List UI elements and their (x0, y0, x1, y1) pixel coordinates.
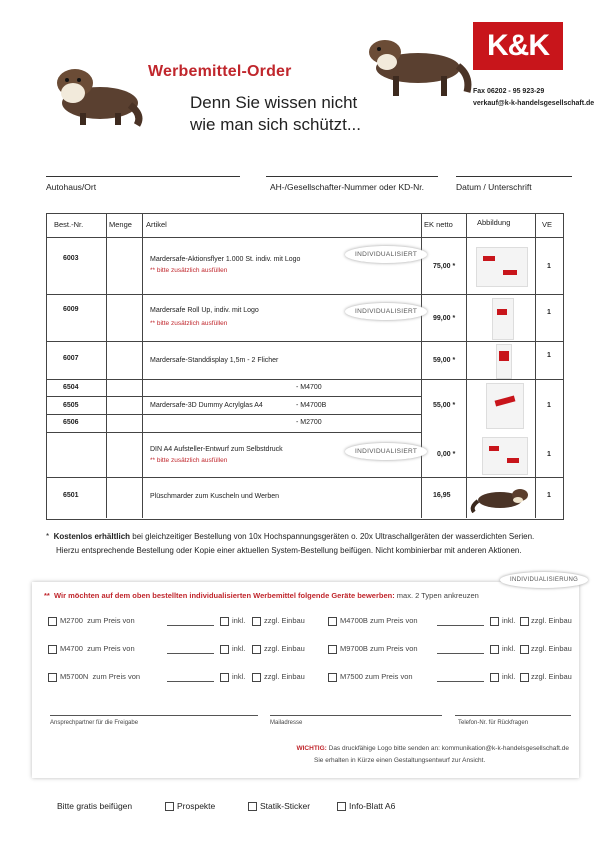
row2-article: Mardersafe Roll Up, indiv. mit Logo (150, 307, 259, 314)
device-m2700-checkbox[interactable] (48, 617, 57, 626)
row1-individualisiert-badge: INDIVIDUALISIERT (345, 246, 427, 263)
wichtig-text: Das druckfähige Logo bitte senden an: kommunikation@k-k-handelsgesellschaft.de (326, 745, 569, 752)
row4-price: 55,00 * (433, 402, 456, 409)
row-divider (46, 379, 564, 380)
header-menge: Menge (109, 220, 132, 229)
footnote-rest: bei gleichzeitiger Bestellung von 10x Hochspannungsgeräten o. 20x Ultraschallgeräten der wasserdichten Serien. (130, 532, 535, 541)
device-m7500-price-line[interactable] (437, 681, 484, 682)
row-divider (46, 294, 564, 295)
device-m9700b-price-line[interactable] (437, 653, 484, 654)
zzgl-label: zzgl. Einbau (531, 616, 572, 625)
price-label: zum Preis von (87, 644, 135, 653)
footnote-asterisk: * (46, 532, 54, 541)
contact-email: verkauf@k-k-handelsgesellschaft.de (473, 100, 595, 107)
device-m5700n-name: M5700N (60, 672, 89, 681)
box-intro (44, 591, 564, 600)
device-m4700b-zzgl-checkbox[interactable] (520, 617, 529, 626)
plush-marten-image (470, 483, 534, 513)
kk-logo: K&K (473, 22, 563, 70)
device-m7500-checkbox[interactable] (328, 673, 337, 682)
wichtig-line-2: Sie erhalten in Kürze einen Gestaltungsentwurf zur Ansicht. (314, 757, 486, 764)
row4-model-3: - M2700 (296, 419, 322, 426)
zzgl-label: zzgl. Einbau (531, 644, 572, 653)
date-signature-label: Datum / Unterschrift (456, 182, 532, 192)
row4-bestnr-3: 6506 (63, 419, 79, 426)
header-abbildung: Abbildung (477, 218, 511, 227)
marten-illustration-left (45, 55, 145, 130)
row2-image (492, 298, 514, 340)
device-m5700n-price-line[interactable] (167, 681, 214, 682)
date-signature-line[interactable] (456, 176, 572, 177)
row3-image (496, 344, 512, 379)
row-divider (46, 432, 422, 433)
price-label: zum Preis von (370, 644, 418, 653)
device-m7500-inkl-checkbox[interactable] (490, 673, 499, 682)
header-bestnr: Best.-Nr. (54, 220, 84, 229)
device-m5700n-inkl-checkbox[interactable] (220, 673, 229, 682)
row2-price: 99,00 * (433, 315, 456, 322)
inkl-label: inkl. (502, 616, 516, 625)
row4-model-1: - M4700 (296, 384, 322, 391)
row6-ve: 1 (547, 492, 551, 499)
autohaus-line[interactable] (46, 176, 240, 177)
row5-individualisiert-badge: INDIVIDUALISIERT (345, 443, 427, 460)
row4-ve: 1 (547, 402, 551, 409)
row1-price: 75,00 * (433, 263, 456, 270)
device-m2700-label (60, 616, 135, 625)
header-artikel: Artikel (146, 220, 167, 229)
ansprechpartner-label: Ansprechpartner für die Freigabe (50, 720, 139, 726)
prospekte-checkbox[interactable] (165, 802, 174, 811)
row3-ve: 1 (547, 352, 551, 359)
row1-image (476, 247, 528, 287)
row6-price: 16,95 (433, 492, 451, 499)
device-m4700b-name: M4700B (340, 616, 368, 625)
row6-bestnr: 6501 (63, 492, 79, 499)
col-divider (142, 213, 143, 518)
device-m4700b-label (340, 616, 418, 625)
statik-sticker-label: Statik-Sticker (260, 801, 311, 811)
telefon-line[interactable] (455, 715, 571, 716)
header-row-divider (46, 237, 564, 238)
inkl-label: inkl. (502, 644, 516, 653)
ah-number-line[interactable] (266, 176, 438, 177)
device-m9700b-name: M9700B (340, 644, 368, 653)
page-title: Werbemittel-Order (148, 63, 292, 80)
device-m5700n-zzgl-checkbox[interactable] (252, 673, 261, 682)
mailadresse-line[interactable] (270, 715, 442, 716)
wichtig-label: WICHTIG: (296, 745, 327, 752)
price-label: zum Preis von (87, 616, 135, 625)
ah-number-label: AH-/Gesellschafter-Nummer oder KD-Nr. (270, 182, 424, 192)
price-label: zum Preis von (370, 616, 418, 625)
header-ve: VE (542, 220, 553, 229)
footnote-line-2: Hierzu entsprechende Bestellung oder Kopie einer aktuellen System-Bestellung beifügen. Nicht kombinierbar mit anderen Aktionen. (56, 546, 522, 555)
row5-note: ** bitte zusätzlich ausfüllen (150, 457, 228, 464)
marten-illustration-right (363, 26, 473, 106)
price-label: zum Preis von (365, 672, 413, 681)
row4-bestnr-2: 6505 (63, 402, 79, 409)
telefon-label: Telefon-Nr. für Rückfragen (458, 720, 529, 726)
device-m9700b-label (340, 644, 418, 653)
info-blatt-checkbox[interactable] (337, 802, 346, 811)
device-m4700-inkl-checkbox[interactable] (220, 645, 229, 654)
row3-bestnr: 6007 (63, 355, 79, 362)
sub-row-divider (46, 396, 421, 397)
device-m4700-zzgl-checkbox[interactable] (252, 645, 261, 654)
device-m4700-name: M4700 (60, 644, 83, 653)
device-m5700n-label (60, 672, 140, 681)
gratis-label: Bitte gratis beifügen (57, 801, 133, 811)
row-divider (46, 477, 564, 478)
wichtig-line-1 (296, 745, 569, 752)
individualisierung-badge: INDIVIDUALISIERUNG (500, 572, 588, 588)
row2-note: ** bitte zusätzlich ausfüllen (150, 320, 228, 327)
col-divider (106, 213, 107, 518)
row1-article: Mardersafe-Aktionsflyer 1.000 St. indiv. mit Logo (150, 256, 301, 263)
info-blatt-label: Info-Blatt A6 (349, 801, 396, 811)
header-ek-netto: EK netto (424, 220, 453, 229)
row4-bestnr-1: 6504 (63, 384, 79, 391)
row4-image (486, 383, 524, 429)
device-m9700b-inkl-checkbox[interactable] (490, 645, 499, 654)
box-intro-asterisks: ** (44, 591, 55, 600)
footnote-line-1 (46, 532, 566, 541)
row5-price: 0,00 * (437, 451, 456, 458)
row5-image (482, 437, 528, 475)
device-m2700-price-line[interactable] (167, 625, 214, 626)
box-intro-bold: Wir möchten auf dem oben bestellten individualisierten Werbemittel folgende Geräte bewerben: (54, 591, 395, 600)
sub-row-divider (46, 414, 421, 415)
row3-price: 59,00 * (433, 357, 456, 364)
row-divider (46, 341, 564, 342)
inkl-label: inkl. (502, 672, 516, 681)
slogan-line-2: wie man sich schützt... (190, 115, 362, 134)
device-m4700b-price-line[interactable] (437, 625, 484, 626)
footnote-bold: Kostenlos erhältlich (53, 532, 131, 541)
device-m2700-inkl-checkbox[interactable] (220, 617, 229, 626)
autohaus-label: Autohaus/Ort (46, 182, 97, 192)
device-m5700n-checkbox[interactable] (48, 673, 57, 682)
col-divider (535, 213, 536, 518)
statik-sticker-checkbox[interactable] (248, 802, 257, 811)
row2-bestnr: 6009 (63, 306, 79, 313)
row3-article: Mardersafe-Standdisplay 1,5m - 2 Flicher (150, 357, 279, 364)
mailadresse-label: Mailadresse (270, 720, 303, 726)
device-m4700-price-line[interactable] (167, 653, 214, 654)
price-label: zum Preis von (92, 672, 141, 681)
slogan-line-1: Denn Sie wissen nicht (190, 93, 358, 112)
device-m4700-label (60, 644, 135, 653)
device-m7500-label (340, 672, 413, 681)
row5-article: DIN A4 Aufsteller-Entwurf zum Selbstdruck (150, 446, 283, 453)
device-m4700b-inkl-checkbox[interactable] (490, 617, 499, 626)
device-m2700-zzgl-checkbox[interactable] (252, 617, 261, 626)
device-m9700b-zzgl-checkbox[interactable] (520, 645, 529, 654)
inkl-label: inkl. (232, 616, 246, 625)
row5-ve: 1 (547, 451, 551, 458)
device-m7500-name: M7500 (340, 672, 363, 681)
row4-model-2: - M4700B (296, 402, 327, 409)
zzgl-label: zzgl. Einbau (531, 672, 572, 681)
box-intro-rest: max. 2 Typen ankreuzen (394, 591, 479, 600)
prospekte-label: Prospekte (177, 801, 216, 811)
zzgl-label: zzgl. Einbau (264, 672, 305, 681)
col-divider (466, 213, 467, 518)
zzgl-label: zzgl. Einbau (264, 616, 305, 625)
device-m4700b-checkbox[interactable] (328, 617, 337, 626)
row1-bestnr: 6003 (63, 255, 79, 262)
row1-note: ** bitte zusätzlich ausfüllen (150, 267, 228, 274)
row2-ve: 1 (547, 309, 551, 316)
device-m2700-name: M2700 (60, 616, 83, 625)
fax-number: Fax 06202 - 95 923-29 (473, 88, 545, 95)
device-m9700b-checkbox[interactable] (328, 645, 337, 654)
zzgl-label: zzgl. Einbau (264, 644, 305, 653)
inkl-label: inkl. (232, 672, 246, 681)
device-m7500-zzgl-checkbox[interactable] (520, 673, 529, 682)
row4-article: Mardersafe-3D Dummy Acrylglas A4 (150, 402, 263, 409)
row2-individualisiert-badge: INDIVIDUALISIERT (345, 303, 427, 320)
row6-article: Plüschmarder zum Kuscheln und Werben (150, 493, 280, 500)
ansprechpartner-line[interactable] (50, 715, 258, 716)
row1-ve: 1 (547, 263, 551, 270)
inkl-label: inkl. (232, 644, 246, 653)
device-m4700-checkbox[interactable] (48, 645, 57, 654)
